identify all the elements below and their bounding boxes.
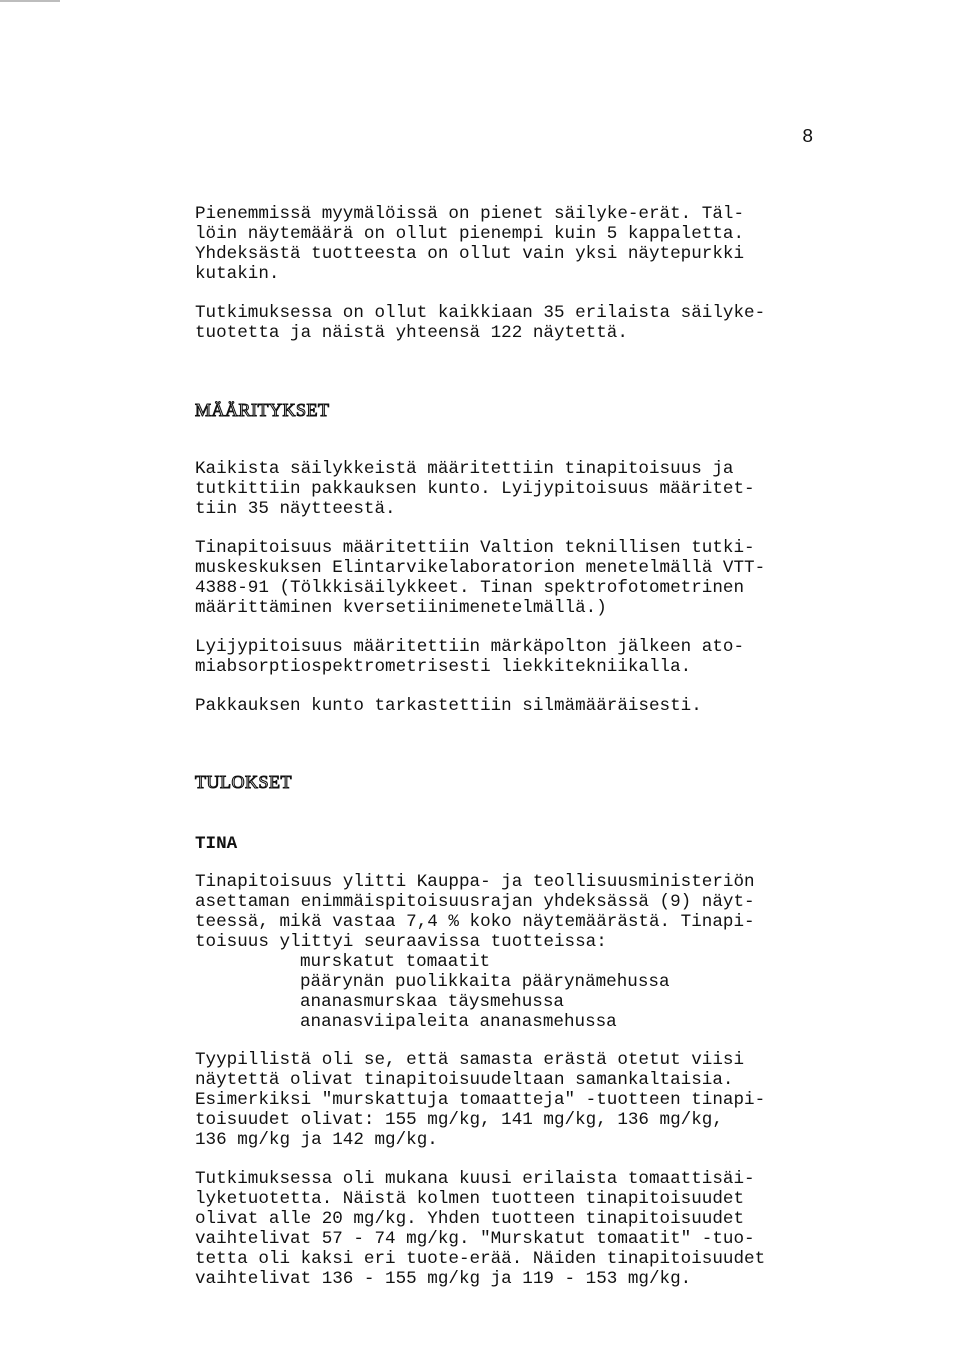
paragraph-typical-batch: Tyypillistä oli se, että samasta erästä otetut viisi näytettä olivat tinapitoisuudeltaan samankaltaisia. Esimerkiksi "murskattuja tomaatteja" -tuotteen tinapi- toisuudet olivat: 155 mg/kg, 141 mg/kg, 136 mg/kg, 136 mg/kg ja 142 mg/kg. [195, 1050, 766, 1150]
subheading-tina: TINA [195, 834, 238, 854]
section-heading-maaritykset: MÄÄRITYKSET [195, 400, 330, 420]
paragraph-tin-method: Tinapitoisuus määritettiin Valtion teknillisen tutki- muskeskuksen Elintarvikelaboratorion menetelmällä VTT- 4388-91 (Tölkkisäilykkeet. Tinan spektrofotometrinen määrittäminen kversetiinimenetelmällä.) [195, 538, 766, 618]
top-edge-rule [0, 0, 60, 2]
page-number: 8 [802, 126, 814, 148]
paragraph-package-check: Pakkauksen kunto tarkastettiin silmämääräisesti. [195, 696, 702, 716]
section-heading-tulokset: TULOKSET [195, 772, 292, 792]
list-item: murskatut tomaatit [300, 952, 491, 972]
exceeding-products-list [300, 953, 670, 1033]
paragraph-tomato-products: Tutkimuksessa oli mukana kuusi erilaista tomaattisäi- lyketuotetta. Näistä kolmen tuotteen tinapitoisuudet olivat alle 20 mg/kg. Yhden tuotteen tinapitoisuudet vaihtelivat 57 - 74 mg/kg. "Murskatut tomaatit" -tuo- tetta oli kaksi eri tuote-erää. Näiden tinapitoisuudet vaihtelivat 136 - 155 mg/kg ja 119 - 153 mg/kg. [195, 1169, 766, 1289]
paragraph-analyses: Kaikista säilykkeistä määritettiin tinapitoisuus ja tutkittiin pakkauksen kunto. Lyijypitoisuus määritet- tiin 35 näytteestä. [195, 459, 755, 519]
list-item: ananasmurskaa täysmehussa [300, 991, 564, 1012]
list-item: ananasviipaleita ananasmehussa [300, 1011, 617, 1032]
list-item: päärynän puolikkaita päärynämehussa [300, 971, 670, 992]
paragraph-lead-method: Lyijypitoisuus määritettiin märkäpolton jälkeen ato- miabsorptiospektrometrisesti liekkitekniikalla. [195, 637, 745, 677]
paragraph-sample-total: Tutkimuksessa on ollut kaikkiaan 35 erilaista säilyke- tuotetta ja näistä yhteensä 122 näytettä. [195, 303, 766, 343]
paragraph-small-stores: Pienemmissä myymälöissä on pienet säilyke-erät. Täl- löin näytemäärä on ollut pienempi kuin 5 kappaletta. Yhdeksästä tuotteesta on ollut vain yksi näytepurkki kutakin. [195, 204, 745, 284]
paragraph-tin-results: Tinapitoisuus ylitti Kauppa- ja teollisuusministeriön asettaman enimmäispitoisuusrajan yhdeksässä (9) näyt- teessä, mikä vastaa 7,4 % koko näytemäärästä. Tinapi- toisuus ylittyi seuraavissa tuotteissa: [195, 872, 755, 952]
